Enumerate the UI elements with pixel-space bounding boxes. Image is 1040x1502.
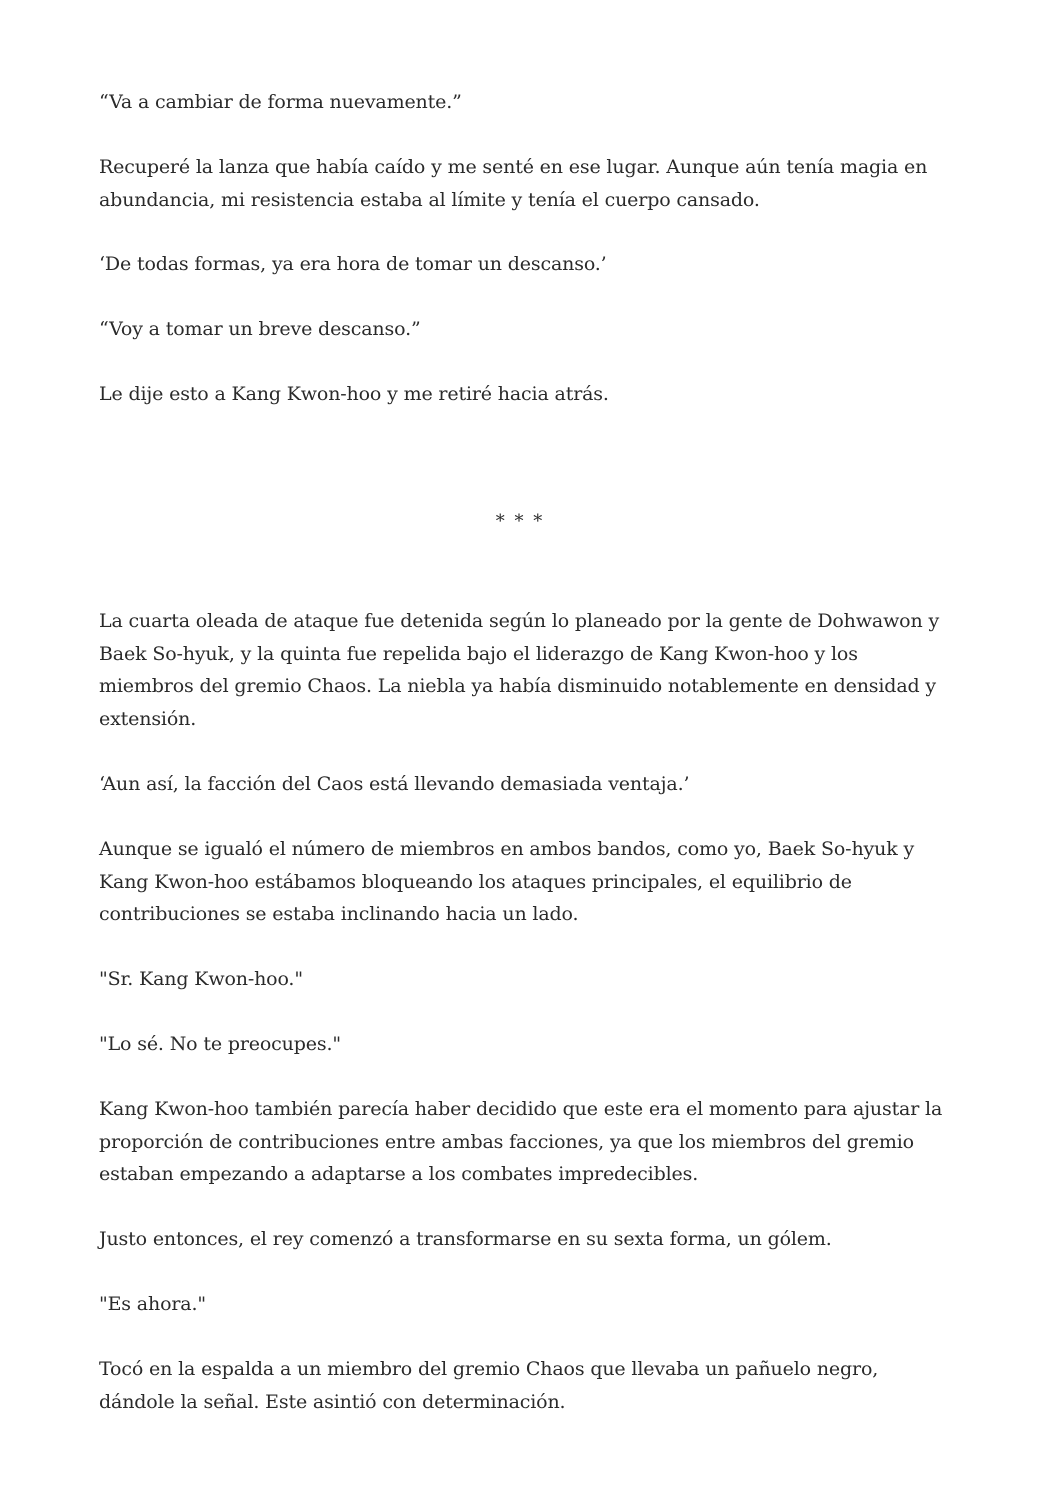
paragraph: Tocó en la espalda a un miembro del gremio Chaos que llevaba un pañuelo negro, dándole la señal. Este asintió con determinación. (99, 1358, 879, 1413)
paragraph: Le dije esto a Kang Kwon-hoo y me retiré hacia atrás. (99, 383, 609, 405)
paragraph: "Sr. Kang Kwon-hoo." (99, 968, 303, 990)
paragraph: "Es ahora." (99, 1293, 206, 1315)
paragraph: "Lo sé. No te preocupes." (99, 1033, 341, 1055)
scene-break: * * * (495, 511, 545, 532)
paragraph: La cuarta oleada de ataque fue detenida según lo planeado por la gente de Dohwawon y Baek So-hyuk, y la quinta fue repelida bajo el liderazgo de Kang Kwon-hoo y los miembros del gremio Chaos. La niebla ya había disminuido notablemente en densidad y extensión. (99, 610, 940, 730)
paragraph: Aunque se igualó el número de miembros en ambos bandos, como yo, Baek So-hyuk y Kang Kwon-hoo estábamos bloqueando los ataques principales, el equilibrio de contribuciones se estaba inclinando hacia un lado. (99, 838, 915, 925)
paragraph: ‘Aun así, la facción del Caos está llevando demasiada ventaja.’ (99, 773, 690, 795)
paragraph: Kang Kwon-hoo también parecía haber decidido que este era el momento para ajustar la proporción de contribuciones entre ambas facciones, ya que los miembros del gremio estaban empezando a adaptarse a los combates impredecibles. (99, 1098, 943, 1185)
paragraph: Justo entonces, el rey comenzó a transformarse en su sexta forma, un gólem. (99, 1228, 832, 1250)
paragraph: Recuperé la lanza que había caído y me senté en ese lugar. Aunque aún tenía magia en abundancia, mi resistencia estaba al límite y tenía el cuerpo cansado. (99, 156, 928, 211)
paragraph: “Va a cambiar de forma nuevamente.” (99, 91, 462, 113)
paragraph: “Voy a tomar un breve descanso.” (99, 318, 421, 340)
paragraph: ‘De todas formas, ya era hora de tomar un descanso.’ (99, 253, 607, 275)
